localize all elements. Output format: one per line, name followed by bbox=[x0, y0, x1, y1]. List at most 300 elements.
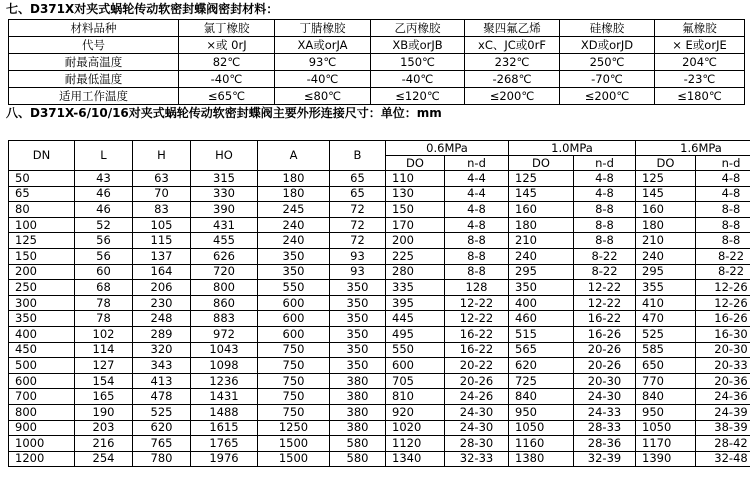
table-cell: 455 bbox=[191, 233, 258, 249]
table-cell: 350 bbox=[330, 358, 386, 374]
table-cell: 1488 bbox=[191, 404, 258, 420]
table-cell: 16-26 bbox=[696, 311, 750, 327]
materials-cell: xC、JC或0rF bbox=[465, 37, 560, 54]
table-cell: 225 bbox=[386, 248, 445, 264]
table-cell: 56 bbox=[75, 248, 133, 264]
table-cell: 254 bbox=[75, 451, 133, 467]
materials-cell: 耐最高温度 bbox=[9, 54, 179, 71]
table-cell: 93 bbox=[330, 248, 386, 264]
table-cell: 125 bbox=[9, 233, 75, 249]
table-cell: 72 bbox=[330, 217, 386, 233]
table-cell: 565 bbox=[509, 342, 574, 358]
table-cell: 410 bbox=[636, 295, 696, 311]
table-cell: 355 bbox=[636, 280, 696, 296]
materials-header-cell: 丁腈橡胶 bbox=[275, 20, 371, 37]
table-cell: 170 bbox=[386, 217, 445, 233]
table-cell: 52 bbox=[75, 217, 133, 233]
materials-header-cell: 材料品种 bbox=[9, 20, 179, 37]
table-cell: 1170 bbox=[636, 436, 696, 452]
table-cell: 450 bbox=[9, 342, 75, 358]
table-cell: 16-22 bbox=[445, 326, 509, 342]
table-row bbox=[9, 248, 750, 264]
table-cell: 350 bbox=[258, 264, 330, 280]
table-cell: 972 bbox=[191, 326, 258, 342]
table-cell: 38-39 bbox=[696, 420, 750, 436]
table-row bbox=[9, 358, 750, 374]
table-cell: 20-30 bbox=[574, 373, 636, 389]
dims-subheader-cell: n-d bbox=[445, 156, 509, 171]
table-cell: 840 bbox=[509, 389, 574, 405]
table-cell: 28-36 bbox=[574, 436, 636, 452]
table-row bbox=[9, 404, 750, 420]
materials-table bbox=[8, 19, 745, 105]
table-cell: 1000 bbox=[9, 436, 75, 452]
table-cell: 470 bbox=[636, 311, 696, 327]
table-cell: 860 bbox=[191, 295, 258, 311]
dimensions-table bbox=[8, 140, 750, 467]
materials-cell: XD或orJD bbox=[560, 37, 655, 54]
table-cell: 165 bbox=[75, 389, 133, 405]
table-cell: 750 bbox=[258, 404, 330, 420]
table-cell: 8-8 bbox=[574, 217, 636, 233]
table-cell: 750 bbox=[258, 373, 330, 389]
section8-title: 八、D371X-6/10/16对夹式蜗轮传动软密封蝶阀主要外形连接尺寸：单位：mm bbox=[6, 106, 442, 120]
table-cell: 56 bbox=[75, 233, 133, 249]
table-cell: 280 bbox=[386, 264, 445, 280]
materials-cell: 代号 bbox=[9, 37, 179, 54]
table-cell: 93 bbox=[330, 264, 386, 280]
materials-cell: -70℃ bbox=[560, 71, 655, 88]
table-cell: 295 bbox=[509, 264, 574, 280]
table-cell: 16-22 bbox=[574, 311, 636, 327]
table-cell: 380 bbox=[330, 420, 386, 436]
dims-header-cell: DN bbox=[9, 141, 75, 171]
table-cell: 380 bbox=[330, 373, 386, 389]
table-cell: 390 bbox=[191, 202, 258, 218]
table-row bbox=[9, 373, 750, 389]
materials-cell: ≤80℃ bbox=[275, 88, 371, 105]
table-cell: 8-8 bbox=[696, 233, 750, 249]
table-cell: 32-39 bbox=[574, 451, 636, 467]
table-cell: 1043 bbox=[191, 342, 258, 358]
table-cell: 500 bbox=[9, 358, 75, 374]
table-cell: 4-8 bbox=[574, 186, 636, 202]
table-cell: 720 bbox=[191, 264, 258, 280]
table-row bbox=[9, 264, 750, 280]
table-cell: 32-48 bbox=[696, 451, 750, 467]
table-cell: 60 bbox=[75, 264, 133, 280]
table-cell: 16-26 bbox=[574, 326, 636, 342]
table-cell: 128 bbox=[445, 280, 509, 296]
pressure-header-cell: 0.6MPa bbox=[386, 141, 509, 156]
dims-header-cell: A bbox=[258, 141, 330, 171]
table-row bbox=[9, 217, 750, 233]
table-cell: 350 bbox=[330, 311, 386, 327]
materials-row bbox=[9, 71, 745, 88]
table-cell: 350 bbox=[330, 295, 386, 311]
materials-row bbox=[9, 54, 745, 71]
table-cell: 180 bbox=[258, 186, 330, 202]
table-cell: 515 bbox=[509, 326, 574, 342]
materials-cell: 82℃ bbox=[179, 54, 275, 71]
table-cell: 4-8 bbox=[696, 171, 750, 187]
table-cell: 289 bbox=[133, 326, 191, 342]
table-cell: 65 bbox=[330, 171, 386, 187]
table-cell: 245 bbox=[258, 202, 330, 218]
table-row bbox=[9, 420, 750, 436]
table-cell: 300 bbox=[9, 295, 75, 311]
table-cell: 32-33 bbox=[445, 451, 509, 467]
table-row bbox=[9, 202, 750, 218]
table-cell: 1615 bbox=[191, 420, 258, 436]
table-cell: 1500 bbox=[258, 436, 330, 452]
dims-subheader-cell: DO bbox=[509, 156, 574, 171]
table-cell: 50 bbox=[9, 171, 75, 187]
table-cell: 580 bbox=[330, 451, 386, 467]
table-cell: 16-22 bbox=[445, 342, 509, 358]
table-cell: 216 bbox=[75, 436, 133, 452]
table-cell: 4-4 bbox=[445, 171, 509, 187]
table-cell: 900 bbox=[9, 420, 75, 436]
table-cell: 295 bbox=[636, 264, 696, 280]
table-cell: 380 bbox=[330, 389, 386, 405]
dims-subheader-cell: DO bbox=[386, 156, 445, 171]
table-cell: 400 bbox=[509, 295, 574, 311]
materials-cell: ≤180℃ bbox=[655, 88, 745, 105]
table-cell: 8-8 bbox=[445, 233, 509, 249]
table-cell: 700 bbox=[9, 389, 75, 405]
table-cell: 8-22 bbox=[574, 264, 636, 280]
table-cell: 230 bbox=[133, 295, 191, 311]
table-cell: 180 bbox=[636, 217, 696, 233]
table-cell: 626 bbox=[191, 248, 258, 264]
table-cell: 620 bbox=[509, 358, 574, 374]
materials-cell: 232℃ bbox=[465, 54, 560, 71]
table-cell: 68 bbox=[75, 280, 133, 296]
table-cell: 150 bbox=[386, 202, 445, 218]
table-cell: 180 bbox=[509, 217, 574, 233]
table-cell: 190 bbox=[75, 404, 133, 420]
table-cell: 20-26 bbox=[445, 373, 509, 389]
table-row bbox=[9, 389, 750, 405]
table-cell: 413 bbox=[133, 373, 191, 389]
table-row bbox=[9, 311, 750, 327]
table-cell: 145 bbox=[636, 186, 696, 202]
table-cell: 600 bbox=[386, 358, 445, 374]
materials-cell: XB或orJB bbox=[371, 37, 465, 54]
table-cell: 600 bbox=[258, 295, 330, 311]
table-cell: 28-33 bbox=[574, 420, 636, 436]
table-cell: 24-36 bbox=[696, 389, 750, 405]
table-cell: 12-22 bbox=[574, 295, 636, 311]
table-cell: 343 bbox=[133, 358, 191, 374]
table-cell: 70 bbox=[133, 186, 191, 202]
table-cell: 28-42 bbox=[696, 436, 750, 452]
table-cell: 12-26 bbox=[696, 295, 750, 311]
table-cell: 350 bbox=[9, 311, 75, 327]
table-cell: 72 bbox=[330, 202, 386, 218]
table-cell: 100 bbox=[9, 217, 75, 233]
table-cell: 8-22 bbox=[574, 248, 636, 264]
table-cell: 1120 bbox=[386, 436, 445, 452]
materials-cell: ≤200℃ bbox=[465, 88, 560, 105]
table-cell: 8-8 bbox=[696, 217, 750, 233]
materials-cell: × E或orJE bbox=[655, 37, 745, 54]
table-cell: 115 bbox=[133, 233, 191, 249]
table-row bbox=[9, 342, 750, 358]
table-cell: 1431 bbox=[191, 389, 258, 405]
materials-cell: 适用工作温度 bbox=[9, 88, 179, 105]
table-cell: 1200 bbox=[9, 451, 75, 467]
table-cell: 12-26 bbox=[696, 280, 750, 296]
table-cell: 127 bbox=[75, 358, 133, 374]
table-cell: 20-30 bbox=[696, 342, 750, 358]
materials-row bbox=[9, 88, 745, 105]
materials-cell: -40℃ bbox=[371, 71, 465, 88]
table-cell: 8-8 bbox=[574, 202, 636, 218]
table-cell: 20-36 bbox=[696, 373, 750, 389]
table-cell: 28-30 bbox=[445, 436, 509, 452]
table-cell: 12-22 bbox=[445, 311, 509, 327]
table-cell: 1050 bbox=[509, 420, 574, 436]
dims-header-cell: HO bbox=[191, 141, 258, 171]
table-cell: 20-26 bbox=[574, 342, 636, 358]
table-cell: 1098 bbox=[191, 358, 258, 374]
materials-cell: -40℃ bbox=[275, 71, 371, 88]
table-cell: 750 bbox=[258, 358, 330, 374]
table-cell: 203 bbox=[75, 420, 133, 436]
materials-header-row bbox=[9, 20, 745, 37]
table-cell: 8-22 bbox=[696, 264, 750, 280]
table-cell: 63 bbox=[133, 171, 191, 187]
table-cell: 4-8 bbox=[445, 217, 509, 233]
table-cell: 315 bbox=[191, 171, 258, 187]
pressure-header-cell: 1.6MPa bbox=[636, 141, 750, 156]
table-cell: 4-8 bbox=[574, 171, 636, 187]
table-cell: 110 bbox=[386, 171, 445, 187]
table-cell: 4-8 bbox=[445, 202, 509, 218]
materials-cell: XA或orJA bbox=[275, 37, 371, 54]
table-cell: 585 bbox=[636, 342, 696, 358]
dims-header-cell: H bbox=[133, 141, 191, 171]
table-cell: 20-22 bbox=[445, 358, 509, 374]
table-row bbox=[9, 280, 750, 296]
table-cell: 72 bbox=[330, 233, 386, 249]
table-row bbox=[9, 436, 750, 452]
table-cell: 780 bbox=[133, 451, 191, 467]
table-cell: 350 bbox=[258, 248, 330, 264]
table-cell: 725 bbox=[509, 373, 574, 389]
table-row bbox=[9, 451, 750, 467]
table-cell: 580 bbox=[330, 436, 386, 452]
table-row bbox=[9, 233, 750, 249]
table-cell: 78 bbox=[75, 311, 133, 327]
table-cell: 43 bbox=[75, 171, 133, 187]
table-cell: 620 bbox=[133, 420, 191, 436]
table-cell: 210 bbox=[509, 233, 574, 249]
table-cell: 65 bbox=[330, 186, 386, 202]
table-cell: 24-30 bbox=[574, 389, 636, 405]
table-cell: 20-33 bbox=[696, 358, 750, 374]
table-cell: 20-26 bbox=[574, 358, 636, 374]
materials-cell: ≤65℃ bbox=[179, 88, 275, 105]
table-cell: 4-8 bbox=[696, 186, 750, 202]
table-cell: 248 bbox=[133, 311, 191, 327]
dims-subheader-cell: DO bbox=[636, 156, 696, 171]
section7-title: 七、D371X对夹式蜗轮传动软密封蝶阀密封材料： bbox=[6, 2, 279, 16]
table-cell: 550 bbox=[258, 280, 330, 296]
table-cell: 950 bbox=[636, 404, 696, 420]
materials-row bbox=[9, 37, 745, 54]
materials-cell: 204℃ bbox=[655, 54, 745, 71]
table-cell: 1380 bbox=[509, 451, 574, 467]
table-cell: 24-33 bbox=[574, 404, 636, 420]
table-cell: 240 bbox=[258, 233, 330, 249]
table-cell: 650 bbox=[636, 358, 696, 374]
materials-header-cell: 氟橡胶 bbox=[655, 20, 745, 37]
materials-cell: 150℃ bbox=[371, 54, 465, 71]
dims-subheader-cell: n-d bbox=[696, 156, 750, 171]
dims-header-cell: B bbox=[330, 141, 386, 171]
table-cell: 550 bbox=[386, 342, 445, 358]
table-cell: 240 bbox=[258, 217, 330, 233]
table-cell: 160 bbox=[636, 202, 696, 218]
table-cell: 350 bbox=[509, 280, 574, 296]
table-cell: 810 bbox=[386, 389, 445, 405]
materials-cell: -23℃ bbox=[655, 71, 745, 88]
table-cell: 200 bbox=[386, 233, 445, 249]
table-cell: 750 bbox=[258, 342, 330, 358]
table-cell: 705 bbox=[386, 373, 445, 389]
table-cell: 770 bbox=[636, 373, 696, 389]
dims-subheader-cell: n-d bbox=[574, 156, 636, 171]
table-cell: 24-30 bbox=[445, 420, 509, 436]
table-cell: 8-8 bbox=[445, 264, 509, 280]
table-cell: 78 bbox=[75, 295, 133, 311]
table-cell: 1765 bbox=[191, 436, 258, 452]
table-cell: 840 bbox=[636, 389, 696, 405]
table-cell: 495 bbox=[386, 326, 445, 342]
materials-header-cell: 硅橡胶 bbox=[560, 20, 655, 37]
table-cell: 240 bbox=[636, 248, 696, 264]
table-cell: 125 bbox=[636, 171, 696, 187]
table-cell: 83 bbox=[133, 202, 191, 218]
table-cell: 164 bbox=[133, 264, 191, 280]
materials-cell: -268℃ bbox=[465, 71, 560, 88]
materials-cell: ≤200℃ bbox=[560, 88, 655, 105]
table-cell: 24-39 bbox=[696, 404, 750, 420]
table-cell: 350 bbox=[330, 280, 386, 296]
table-row bbox=[9, 171, 750, 187]
table-cell: 80 bbox=[9, 202, 75, 218]
table-row bbox=[9, 326, 750, 342]
table-cell: 137 bbox=[133, 248, 191, 264]
table-cell: 1236 bbox=[191, 373, 258, 389]
table-cell: 160 bbox=[509, 202, 574, 218]
materials-cell: -40℃ bbox=[179, 71, 275, 88]
table-cell: 600 bbox=[258, 326, 330, 342]
table-cell: 46 bbox=[75, 186, 133, 202]
table-cell: 4-4 bbox=[445, 186, 509, 202]
table-cell: 105 bbox=[133, 217, 191, 233]
materials-cell: 耐最低温度 bbox=[9, 71, 179, 88]
table-cell: 210 bbox=[636, 233, 696, 249]
table-cell: 525 bbox=[636, 326, 696, 342]
table-cell: 335 bbox=[386, 280, 445, 296]
table-cell: 145 bbox=[509, 186, 574, 202]
dims-header-row bbox=[9, 141, 750, 156]
table-cell: 1250 bbox=[258, 420, 330, 436]
materials-header-cell: 乙丙橡胶 bbox=[371, 20, 465, 37]
table-cell: 600 bbox=[9, 373, 75, 389]
table-cell: 800 bbox=[9, 404, 75, 420]
table-cell: 460 bbox=[509, 311, 574, 327]
table-cell: 350 bbox=[330, 326, 386, 342]
table-cell: 883 bbox=[191, 311, 258, 327]
table-cell: 1500 bbox=[258, 451, 330, 467]
table-row bbox=[9, 295, 750, 311]
table-cell: 200 bbox=[9, 264, 75, 280]
table-cell: 8-8 bbox=[445, 248, 509, 264]
materials-cell: ×或 0rJ bbox=[179, 37, 275, 54]
pressure-header-cell: 1.0MPa bbox=[509, 141, 636, 156]
table-cell: 180 bbox=[258, 171, 330, 187]
table-cell: 1160 bbox=[509, 436, 574, 452]
table-cell: 125 bbox=[509, 171, 574, 187]
table-cell: 920 bbox=[386, 404, 445, 420]
table-cell: 114 bbox=[75, 342, 133, 358]
table-cell: 24-30 bbox=[445, 404, 509, 420]
table-cell: 395 bbox=[386, 295, 445, 311]
table-cell: 65 bbox=[9, 186, 75, 202]
materials-header-cell: 聚四氟乙烯 bbox=[465, 20, 560, 37]
table-cell: 750 bbox=[258, 389, 330, 405]
materials-cell: 250℃ bbox=[560, 54, 655, 71]
table-row bbox=[9, 186, 750, 202]
table-cell: 800 bbox=[191, 280, 258, 296]
table-cell: 320 bbox=[133, 342, 191, 358]
table-cell: 8-8 bbox=[574, 233, 636, 249]
table-cell: 206 bbox=[133, 280, 191, 296]
table-cell: 12-22 bbox=[445, 295, 509, 311]
table-cell: 380 bbox=[330, 404, 386, 420]
dims-header-cell: L bbox=[75, 141, 133, 171]
table-cell: 1050 bbox=[636, 420, 696, 436]
table-cell: 431 bbox=[191, 217, 258, 233]
table-cell: 150 bbox=[9, 248, 75, 264]
table-cell: 950 bbox=[509, 404, 574, 420]
table-cell: 1020 bbox=[386, 420, 445, 436]
table-cell: 154 bbox=[75, 373, 133, 389]
table-cell: 240 bbox=[509, 248, 574, 264]
table-cell: 1390 bbox=[636, 451, 696, 467]
table-cell: 765 bbox=[133, 436, 191, 452]
table-cell: 24-26 bbox=[445, 389, 509, 405]
table-cell: 16-30 bbox=[696, 326, 750, 342]
table-cell: 250 bbox=[9, 280, 75, 296]
table-cell: 525 bbox=[133, 404, 191, 420]
table-cell: 445 bbox=[386, 311, 445, 327]
table-cell: 46 bbox=[75, 202, 133, 218]
materials-cell: ≤120℃ bbox=[371, 88, 465, 105]
table-cell: 1976 bbox=[191, 451, 258, 467]
table-cell: 130 bbox=[386, 186, 445, 202]
table-cell: 8-8 bbox=[696, 202, 750, 218]
table-cell: 400 bbox=[9, 326, 75, 342]
table-cell: 1340 bbox=[386, 451, 445, 467]
table-cell: 8-22 bbox=[696, 248, 750, 264]
table-cell: 600 bbox=[258, 311, 330, 327]
